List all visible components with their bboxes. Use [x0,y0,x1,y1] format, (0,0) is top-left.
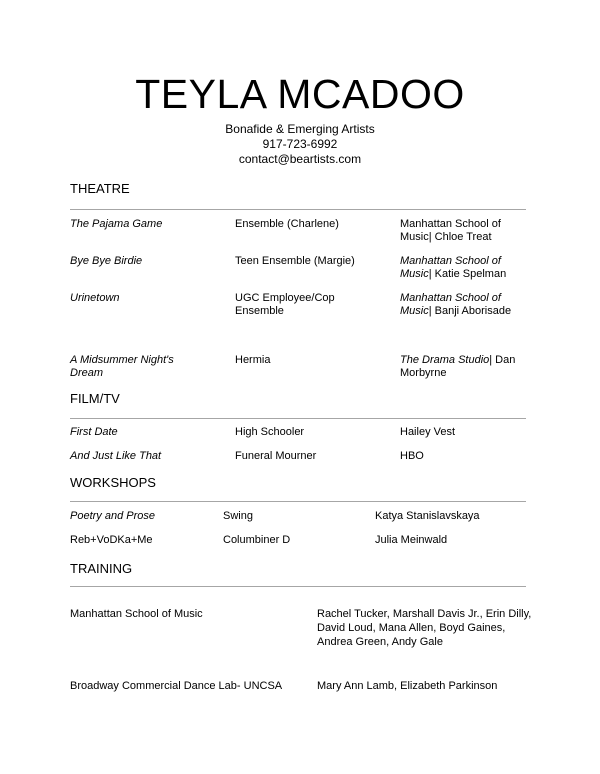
training-teachers-line-1: Mary Ann Lamb, Elizabeth Parkinson [317,680,498,692]
credit-venue-line-2 [400,268,506,281]
section-heading-workshops: WORKSHOPS [70,475,156,490]
credit-venue-italic: Music [400,305,429,317]
section-heading-film-tv: FILM/TV [70,391,120,406]
credit-production: Hailey Vest [400,426,456,438]
credit-role: Hermia [235,354,271,366]
section-heading-theatre: THEATRE [70,181,130,196]
credit-venue-italic: The Drama Studio [400,354,490,366]
credit-director: | Dan [489,354,516,366]
section-heading-training: TRAINING [70,561,133,576]
credit-title: The Pajama Game [70,218,163,230]
credit-role: Teen Ensemble (Margie) [235,255,355,267]
credit-role: High Schooler [235,426,305,438]
training-teachers-line-2: David Loud, Mana Allen, Boyd Gaines, [317,622,506,634]
credit-title: First Date [70,426,118,438]
credit-title-line-2: Dream [70,367,104,379]
credit-director: Julia Meinwald [375,534,448,546]
credit-venue-line-1: Manhattan School of [400,292,501,304]
credit-role-line-1: UGC Employee/Cop [235,292,335,304]
credit-director: | Katie Spelman [428,268,507,280]
credit-title-line-1: A Midsummer Night's [70,354,174,366]
credit-venue-line-1: Manhattan School of [400,218,501,230]
section-divider-film-tv [70,418,526,419]
credit-title: Poetry and Prose [70,510,155,522]
credit-venue-line-1 [400,354,515,367]
credit-title: Reb+VoDKa+Me [70,534,153,546]
credit-role: Swing [223,510,253,522]
credit-production: HBO [400,450,424,462]
training-school: Broadway Commercial Dance Lab- UNCSA [70,680,283,692]
credit-venue-line-1: Manhattan School of [400,255,501,267]
section-divider-training [70,586,526,587]
credit-role: Ensemble (Charlene) [235,218,339,230]
credit-title: Bye Bye Birdie [70,255,143,267]
credit-role: Columbiner D [223,534,291,546]
training-teachers-line-1: Rachel Tucker, Marshall Davis Jr., Erin Dilly, [317,608,532,620]
agency-name: Bonafide & Emerging Artists [225,122,375,136]
section-divider-workshops [70,501,526,502]
credit-venue-line-2: Morbyrne [400,367,447,379]
credit-director: Katya Stanislavskaya [375,510,480,522]
training-school: Manhattan School of Music [70,608,203,620]
phone-number: 917-723-6992 [262,137,338,151]
credit-venue-line-2 [400,305,511,318]
email-address: contact@beartists.com [238,152,362,166]
credit-role-line-2: Ensemble [235,305,284,317]
credit-venue-line-2: Music| Chloe Treat [400,231,492,243]
performer-name: TEYLA MCADOO [135,71,465,117]
credit-title: And Just Like That [70,450,162,462]
credit-title: Urinetown [70,292,120,304]
credit-role: Funeral Mourner [235,450,317,462]
training-teachers-line-3: Andrea Green, Andy Gale [317,636,443,648]
credit-director: | Banji Aborisade [428,305,512,317]
section-divider-theatre [70,209,526,210]
credit-venue-italic: Music [400,268,429,280]
